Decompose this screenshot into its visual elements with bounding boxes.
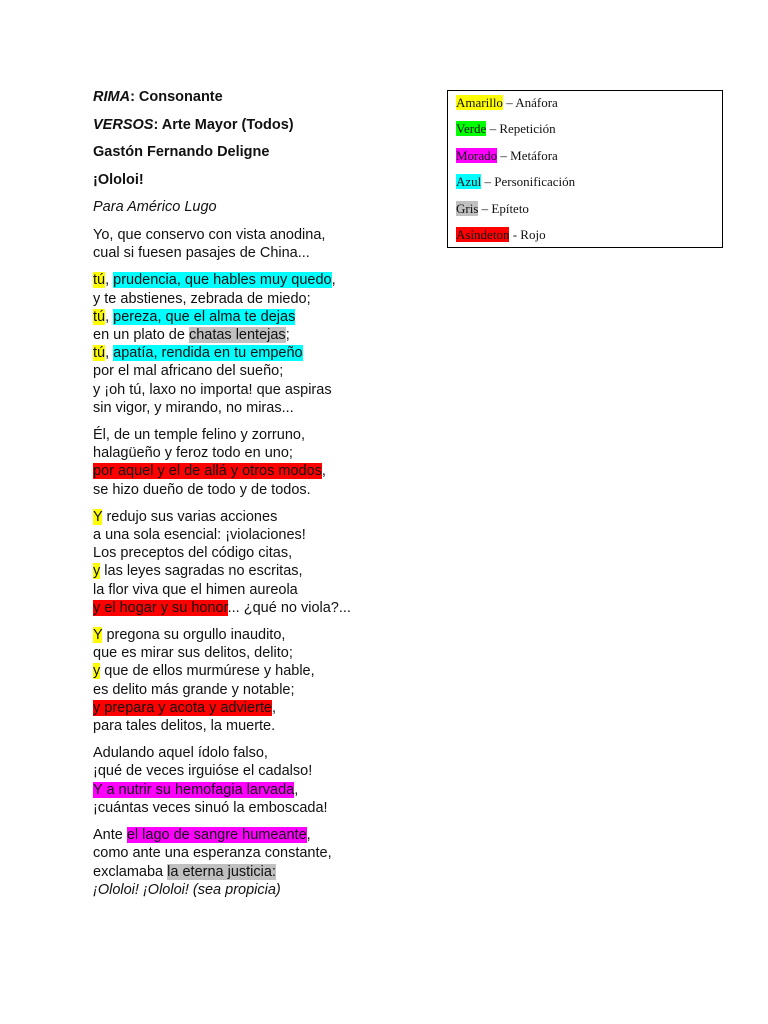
legend-color: Azul	[456, 174, 482, 190]
verse-line: tú, prudencia, que hables muy quedo,	[93, 272, 336, 289]
anaphora-highlight: tú	[93, 345, 106, 362]
asyndeton-highlight: por aquel y el de allá y otros modos	[93, 463, 322, 480]
verse-line: a una sola esencial: ¡violaciones!	[93, 527, 306, 544]
verse-line: Y pregona su orgullo inaudito,	[93, 627, 286, 644]
verse-line: sin vigor, y mirando, no miras...	[93, 399, 294, 416]
verse-line: Y redujo sus varias acciones	[93, 508, 278, 525]
legend-item-gris: Gris – Epíteto	[456, 200, 529, 216]
legend-color: Asíndeton	[456, 226, 510, 242]
verse-line: y prepara y acota y advierte,	[93, 699, 276, 716]
poem-title: ¡Ololoi!	[93, 172, 144, 188]
anaphora-highlight: y	[93, 563, 101, 580]
verse-line: la flor viva que el himen aureola	[93, 581, 298, 598]
personification-highlight: prudencia, que hables muy quedo	[113, 272, 332, 289]
verse-line: Ante el lago de sangre humeante,	[93, 827, 311, 844]
legend-figure: Rojo	[520, 226, 546, 242]
stanza-1	[93, 226, 433, 262]
anaphora-highlight: y	[93, 663, 101, 680]
verse-line: Adulando aquel ídolo falso,	[93, 745, 268, 762]
verse-line: Él, de un temple felino y zorruno,	[93, 427, 305, 444]
legend-box	[447, 90, 723, 248]
legend-item-morado: Morado – Metáfora	[456, 147, 558, 163]
legend-item-amarillo: Amarillo – Anáfora	[456, 95, 558, 110]
rhyme-line	[93, 88, 223, 106]
anaphora-highlight: Y	[93, 508, 103, 525]
verse-line: que es mirar sus delitos, delito;	[93, 645, 293, 662]
metaphor-highlight: Y a nutrir su hemofagia larvada	[93, 781, 295, 798]
legend-figure: Repetición	[499, 121, 556, 137]
verse-line: tú, apatía, rendida en tu empeño	[93, 345, 303, 362]
verse-line: como ante una esperanza constante,	[93, 845, 332, 862]
verse-line: en un plato de chatas lentejas;	[93, 327, 290, 344]
legend-color: Morado	[456, 147, 498, 163]
stanza-5	[93, 626, 433, 735]
verse-line: por el mal africano del sueño;	[93, 363, 284, 380]
verse-line: y que de ellos murmúrese y hable,	[93, 663, 315, 680]
verse-line: y te abstienes, zebrada de miedo;	[93, 290, 311, 307]
personification-highlight: pereza, que el alma te dejas	[113, 308, 296, 325]
stanza-7	[93, 826, 433, 899]
verse-line: por aquel y el de allá y otros modos,	[93, 463, 326, 480]
verse-line: ¡cuántas veces sinuó la emboscada!	[93, 799, 328, 816]
verses-label: VERSOS	[93, 117, 154, 133]
stanza-3	[93, 426, 433, 499]
verse-line: y el hogar y su honor... ¿qué no viola?...	[93, 599, 351, 616]
legend-color: Verde	[456, 121, 487, 137]
verse-line: se hizo dueño de todo y de todos.	[93, 481, 311, 498]
epithet-highlight: la eterna justicia:	[167, 863, 276, 880]
author-name: Gastón Fernando Deligne	[93, 144, 270, 160]
verses-value: : Arte Mayor (Todos)	[153, 117, 294, 133]
legend-color: Gris	[456, 200, 479, 216]
dedication: Para Américo Lugo	[93, 199, 217, 215]
asyndeton-highlight: y el hogar y su honor	[93, 599, 228, 616]
verse-line: Yo, que conservo con vista anodina,	[93, 227, 326, 243]
legend-figure: Anáfora	[515, 95, 558, 110]
rhyme-label: RIMA	[93, 89, 131, 105]
anaphora-highlight: tú	[93, 308, 106, 325]
verse-line: cual si fuesen pasajes de China...	[93, 245, 310, 262]
verse-line: y ¡oh tú, laxo no importa! que aspiras	[93, 381, 332, 398]
stanza-6	[93, 744, 433, 817]
legend-item-azul: Azul – Personificación	[456, 174, 576, 190]
verse-line: tú, pereza, que el alma te dejas	[93, 308, 296, 325]
verse-line: es delito más grande y notable;	[93, 681, 295, 698]
verse-line: ¡qué de veces irguióse el cadalso!	[93, 763, 313, 780]
anaphora-highlight: tú	[93, 272, 106, 289]
anaphora-highlight: Y	[93, 627, 103, 644]
rhyme-value: : Consonante	[130, 89, 223, 105]
verse-line: exclamaba la eterna justicia:	[93, 863, 276, 880]
poem-body	[93, 226, 433, 908]
stanza-4	[93, 508, 433, 617]
verse-line: y las leyes sagradas no escritas,	[93, 563, 303, 580]
verse-line: ¡Ololoi! ¡Ololoi! (sea propicia)	[93, 881, 281, 898]
legend-item-asindeton: Asíndeton - Rojo	[456, 226, 546, 242]
legend-item-verde: Verde – Repetición	[456, 121, 556, 137]
legend-color: Amarillo	[456, 95, 503, 110]
personification-highlight: apatía, rendida en tu empeño	[113, 345, 303, 362]
verse-line: Los preceptos del código citas,	[93, 545, 293, 562]
legend-figure: Personificación	[494, 174, 576, 190]
asyndeton-highlight: y prepara y acota y advierte	[93, 699, 272, 716]
metaphor-highlight: el lago de sangre humeante	[126, 827, 307, 844]
verse-line: para tales delitos, la muerte.	[93, 718, 276, 735]
verses-line	[93, 116, 294, 134]
legend-figure: Metáfora	[510, 147, 558, 163]
epithet-highlight: chatas lentejas	[188, 327, 286, 344]
stanza-2	[93, 271, 433, 417]
legend-figure: Epíteto	[491, 200, 529, 216]
verse-line: halagüeño y feroz todo en uno;	[93, 445, 293, 462]
verse-line: Y a nutrir su hemofagia larvada,	[93, 781, 299, 798]
